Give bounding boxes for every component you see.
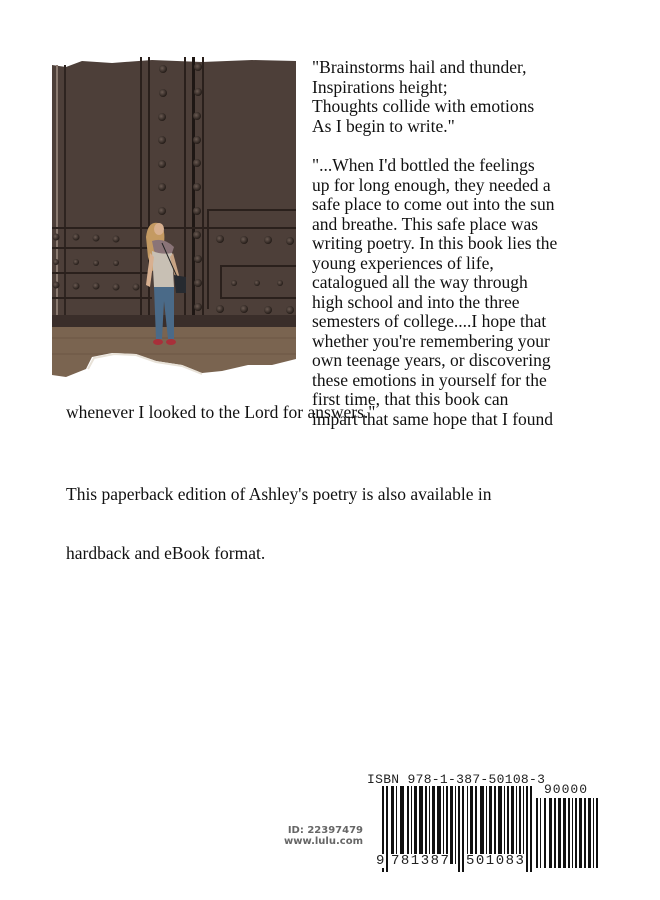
poem-excerpt xyxy=(312,58,632,136)
quote-line: semesters of college....I hope that xyxy=(312,311,547,331)
quote-line: young experiences of life, xyxy=(312,252,494,273)
poem-line: "Brainstorms hail and thunder, xyxy=(312,57,527,77)
isbn-barcode xyxy=(362,772,612,882)
cover-photo xyxy=(52,57,296,381)
addon-code: 90000 xyxy=(544,782,589,797)
poem-line: Thoughts collide with emotions xyxy=(312,96,535,116)
quote-line: writing poetry. In this book lies the xyxy=(312,233,558,253)
publisher-id: ID: 22397479 xyxy=(287,825,363,836)
edition-line: hardback and eBook format. xyxy=(66,542,266,563)
publisher-info xyxy=(284,825,363,847)
quote-line: "...When I'd bottled the feelings xyxy=(312,155,535,175)
quote-line: impart that same hope that I found xyxy=(312,408,554,429)
quote-last-line: whenever I looked to the Lord for answers." xyxy=(66,402,376,422)
quote-line: catalogued all the way through xyxy=(312,272,528,292)
quote-line: whether you're remembering your xyxy=(312,330,550,351)
quote-line: own teenage years, or discovering xyxy=(312,350,551,370)
woman-by-door-image xyxy=(52,57,296,381)
edition-note xyxy=(66,446,491,583)
quote-line: first time, that this book can xyxy=(312,389,509,409)
isbn-label: ISBN 978-1-387-50108-3 xyxy=(367,772,546,787)
quote-line: these emotions in yourself for the xyxy=(312,369,547,390)
barcode-digits-right: 501083 xyxy=(466,853,526,869)
quote-line: and breathe. This safe place was xyxy=(312,213,539,234)
poem-line: Inspirations height; xyxy=(312,76,448,97)
quote-line: safe place to come out into the sun xyxy=(312,194,555,214)
quote-line: up for long enough, they needed a xyxy=(312,174,551,195)
back-cover-text xyxy=(312,58,632,429)
author-quote xyxy=(312,156,632,429)
publisher-website: www.lulu.com xyxy=(284,836,363,847)
poem-line: As I begin to write." xyxy=(312,115,455,136)
barcode-digit-first: 9 xyxy=(376,853,386,869)
quote-line: high school and into the three xyxy=(312,291,520,312)
barcode-digits-left: 781387 xyxy=(391,853,451,869)
edition-line: This paperback edition of Ashley's poetry is also available in xyxy=(66,484,492,504)
